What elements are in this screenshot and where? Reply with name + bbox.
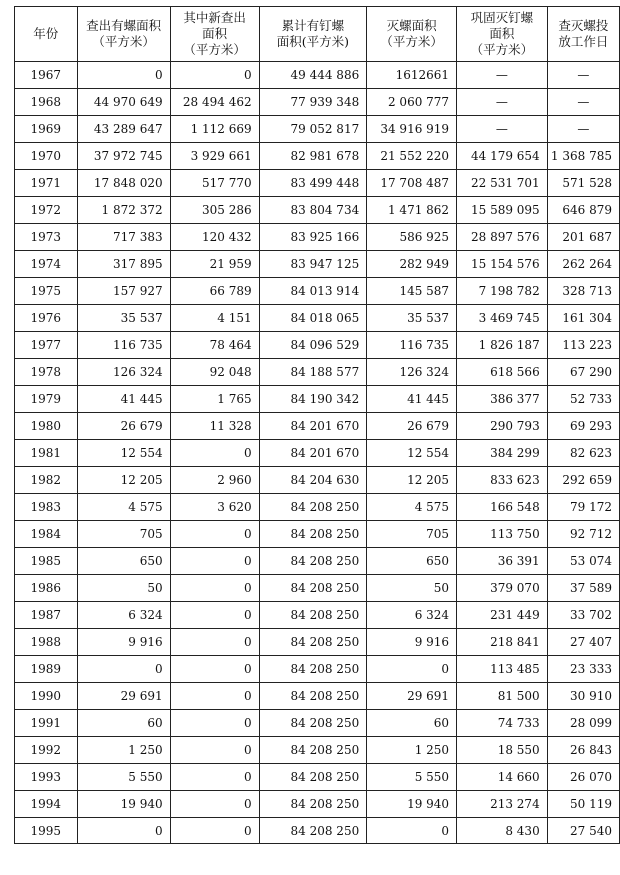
- cell-consolidated-area: 386 377: [457, 386, 548, 413]
- cell-cumulative-snail-area: 84 208 250: [259, 683, 367, 710]
- cell-snail-area-found: 1 250: [77, 737, 170, 764]
- cell-snail-killed-area: 50: [367, 575, 457, 602]
- table-row: [15, 386, 620, 413]
- cell-workdays: 92 712: [547, 521, 619, 548]
- cell-cumulative-snail-area: 84 208 250: [259, 791, 367, 818]
- cell-workdays: 28 099: [547, 710, 619, 737]
- table-row: [15, 197, 620, 224]
- cell-year: 1975: [15, 278, 78, 305]
- cell-workdays: 26 070: [547, 764, 619, 791]
- cell-cumulative-snail-area: 84 188 577: [259, 359, 367, 386]
- cell-workdays: 82 623: [547, 440, 619, 467]
- cell-snail-killed-area: 586 925: [367, 224, 457, 251]
- cell-cumulative-snail-area: 49 444 886: [259, 62, 367, 89]
- cell-year: 1986: [15, 575, 78, 602]
- header-workdays: [547, 7, 619, 62]
- cell-snail-area-found: 4 575: [77, 494, 170, 521]
- table-row: [15, 602, 620, 629]
- cell-year: 1991: [15, 710, 78, 737]
- table-row: [15, 440, 620, 467]
- cell-workdays: 37 589: [547, 575, 619, 602]
- cell-workdays: 1 368 785: [547, 143, 619, 170]
- cell-workdays: 27 407: [547, 629, 619, 656]
- cell-consolidated-area: 8 430: [457, 818, 548, 844]
- cell-consolidated-area: 618 566: [457, 359, 548, 386]
- cell-consolidated-area: —: [457, 89, 548, 116]
- cell-snail-area-found: 26 679: [77, 413, 170, 440]
- cell-snail-area-found: 126 324: [77, 359, 170, 386]
- cell-snail-area-found: 60: [77, 710, 170, 737]
- cell-new-area-found: 0: [170, 440, 259, 467]
- cell-year: 1979: [15, 386, 78, 413]
- table-row: [15, 683, 620, 710]
- cell-consolidated-area: 15 154 576: [457, 251, 548, 278]
- cell-consolidated-area: 44 179 654: [457, 143, 548, 170]
- cell-consolidated-area: 28 897 576: [457, 224, 548, 251]
- cell-year: 1995: [15, 818, 78, 844]
- cell-new-area-found: 0: [170, 737, 259, 764]
- cell-new-area-found: 0: [170, 656, 259, 683]
- cell-cumulative-snail-area: 84 208 250: [259, 629, 367, 656]
- cell-workdays: 52 733: [547, 386, 619, 413]
- cell-snail-killed-area: 12 205: [367, 467, 457, 494]
- cell-workdays: —: [547, 62, 619, 89]
- table-row: [15, 791, 620, 818]
- cell-consolidated-area: —: [457, 116, 548, 143]
- cell-consolidated-area: 833 623: [457, 467, 548, 494]
- table-row: [15, 332, 620, 359]
- cell-snail-area-found: 43 289 647: [77, 116, 170, 143]
- cell-year: 1983: [15, 494, 78, 521]
- cell-workdays: 292 659: [547, 467, 619, 494]
- cell-cumulative-snail-area: 84 201 670: [259, 440, 367, 467]
- cell-snail-killed-area: 1612661: [367, 62, 457, 89]
- header-text-line: 查灭螺投: [558, 18, 609, 33]
- table-row: [15, 62, 620, 89]
- cell-new-area-found: 0: [170, 62, 259, 89]
- cell-snail-killed-area: 0: [367, 818, 457, 844]
- cell-snail-area-found: 29 691: [77, 683, 170, 710]
- cell-new-area-found: 78 464: [170, 332, 259, 359]
- cell-workdays: 201 687: [547, 224, 619, 251]
- cell-cumulative-snail-area: 84 208 250: [259, 737, 367, 764]
- cell-year: 1976: [15, 305, 78, 332]
- table-row: [15, 737, 620, 764]
- header-text-line: 放工作日: [558, 34, 609, 49]
- cell-workdays: 26 843: [547, 737, 619, 764]
- cell-new-area-found: 0: [170, 629, 259, 656]
- table-row: [15, 575, 620, 602]
- cell-snail-killed-area: 4 575: [367, 494, 457, 521]
- header-text-line: 年份: [33, 26, 59, 41]
- cell-workdays: —: [547, 89, 619, 116]
- cell-cumulative-snail-area: 84 204 630: [259, 467, 367, 494]
- cell-consolidated-area: 81 500: [457, 683, 548, 710]
- cell-workdays: 113 223: [547, 332, 619, 359]
- cell-workdays: 33 702: [547, 602, 619, 629]
- cell-snail-killed-area: 19 940: [367, 791, 457, 818]
- cell-cumulative-snail-area: 84 201 670: [259, 413, 367, 440]
- cell-snail-killed-area: 29 691: [367, 683, 457, 710]
- cell-new-area-found: 0: [170, 818, 259, 844]
- header-text-line: 面积: [489, 26, 515, 41]
- cell-cumulative-snail-area: 84 208 250: [259, 548, 367, 575]
- table-row: [15, 359, 620, 386]
- cell-new-area-found: 66 789: [170, 278, 259, 305]
- table-row: [15, 710, 620, 737]
- header-text-line: 其中新查出: [183, 10, 246, 25]
- cell-snail-area-found: 1 872 372: [77, 197, 170, 224]
- table-body: [15, 62, 620, 844]
- table-row: [15, 413, 620, 440]
- header-text-line: （平方米）: [92, 34, 155, 49]
- cell-year: 1969: [15, 116, 78, 143]
- cell-workdays: 23 333: [547, 656, 619, 683]
- cell-cumulative-snail-area: 79 052 817: [259, 116, 367, 143]
- header-cumulative-snail-area: [259, 7, 367, 62]
- cell-workdays: 328 713: [547, 278, 619, 305]
- cell-snail-killed-area: 17 708 487: [367, 170, 457, 197]
- cell-workdays: 67 290: [547, 359, 619, 386]
- cell-snail-area-found: 12 554: [77, 440, 170, 467]
- cell-snail-area-found: 116 735: [77, 332, 170, 359]
- cell-year: 1972: [15, 197, 78, 224]
- cell-snail-area-found: 705: [77, 521, 170, 548]
- table-row: [15, 305, 620, 332]
- cell-new-area-found: 0: [170, 683, 259, 710]
- cell-consolidated-area: 231 449: [457, 602, 548, 629]
- cell-year: 1968: [15, 89, 78, 116]
- cell-year: 1989: [15, 656, 78, 683]
- cell-new-area-found: 3 929 661: [170, 143, 259, 170]
- cell-consolidated-area: 22 531 701: [457, 170, 548, 197]
- cell-snail-killed-area: 126 324: [367, 359, 457, 386]
- cell-cumulative-snail-area: 84 208 250: [259, 575, 367, 602]
- cell-new-area-found: 28 494 462: [170, 89, 259, 116]
- cell-year: 1985: [15, 548, 78, 575]
- cell-consolidated-area: 1 826 187: [457, 332, 548, 359]
- cell-consolidated-area: 7 198 782: [457, 278, 548, 305]
- cell-new-area-found: 517 770: [170, 170, 259, 197]
- cell-new-area-found: 0: [170, 575, 259, 602]
- table-row: [15, 116, 620, 143]
- cell-snail-area-found: 44 970 649: [77, 89, 170, 116]
- table-row: [15, 494, 620, 521]
- cell-workdays: —: [547, 116, 619, 143]
- cell-snail-killed-area: 60: [367, 710, 457, 737]
- table-row: [15, 278, 620, 305]
- header-consolidated-area: [457, 7, 548, 62]
- header-text-line: 累计有钉螺: [281, 18, 345, 33]
- cell-new-area-found: 0: [170, 710, 259, 737]
- cell-cumulative-snail-area: 83 947 125: [259, 251, 367, 278]
- cell-year: 1992: [15, 737, 78, 764]
- header-text-line: 灭螺面积: [386, 18, 437, 33]
- cell-consolidated-area: 14 660: [457, 764, 548, 791]
- header-text-line: （平方米）: [183, 42, 246, 57]
- cell-snail-killed-area: 650: [367, 548, 457, 575]
- cell-snail-killed-area: 26 679: [367, 413, 457, 440]
- cell-consolidated-area: —: [457, 62, 548, 89]
- cell-snail-area-found: 317 895: [77, 251, 170, 278]
- cell-snail-area-found: 35 537: [77, 305, 170, 332]
- header-text-line: 面积(平方米): [276, 34, 350, 49]
- header-text-line: 巩固灭钉螺: [470, 10, 534, 25]
- cell-snail-area-found: 9 916: [77, 629, 170, 656]
- cell-snail-area-found: 650: [77, 548, 170, 575]
- cell-consolidated-area: 290 793: [457, 413, 548, 440]
- cell-new-area-found: 3 620: [170, 494, 259, 521]
- cell-workdays: 27 540: [547, 818, 619, 844]
- cell-cumulative-snail-area: 84 208 250: [259, 764, 367, 791]
- cell-snail-killed-area: 21 552 220: [367, 143, 457, 170]
- snail-control-table: [14, 6, 620, 844]
- cell-workdays: 571 528: [547, 170, 619, 197]
- cell-snail-area-found: 50: [77, 575, 170, 602]
- cell-cumulative-snail-area: 84 208 250: [259, 521, 367, 548]
- cell-cumulative-snail-area: 84 208 250: [259, 602, 367, 629]
- header-text-line: （平方米）: [380, 34, 443, 49]
- cell-cumulative-snail-area: 83 499 448: [259, 170, 367, 197]
- cell-cumulative-snail-area: 84 190 342: [259, 386, 367, 413]
- cell-workdays: 53 074: [547, 548, 619, 575]
- table-row: [15, 656, 620, 683]
- cell-snail-killed-area: 35 537: [367, 305, 457, 332]
- cell-consolidated-area: 213 274: [457, 791, 548, 818]
- cell-cumulative-snail-area: 84 208 250: [259, 494, 367, 521]
- cell-cumulative-snail-area: 82 981 678: [259, 143, 367, 170]
- cell-new-area-found: 0: [170, 791, 259, 818]
- cell-snail-area-found: 19 940: [77, 791, 170, 818]
- cell-year: 1982: [15, 467, 78, 494]
- cell-snail-killed-area: 0: [367, 656, 457, 683]
- cell-workdays: 79 172: [547, 494, 619, 521]
- cell-year: 1974: [15, 251, 78, 278]
- cell-consolidated-area: 218 841: [457, 629, 548, 656]
- cell-snail-killed-area: 5 550: [367, 764, 457, 791]
- table-row: [15, 764, 620, 791]
- cell-consolidated-area: 15 589 095: [457, 197, 548, 224]
- cell-snail-killed-area: 12 554: [367, 440, 457, 467]
- cell-snail-area-found: 5 550: [77, 764, 170, 791]
- cell-new-area-found: 305 286: [170, 197, 259, 224]
- cell-snail-area-found: 12 205: [77, 467, 170, 494]
- cell-snail-killed-area: 705: [367, 521, 457, 548]
- cell-new-area-found: 11 328: [170, 413, 259, 440]
- cell-consolidated-area: 36 391: [457, 548, 548, 575]
- table-row: [15, 251, 620, 278]
- cell-new-area-found: 21 959: [170, 251, 259, 278]
- cell-new-area-found: 0: [170, 764, 259, 791]
- cell-year: 1978: [15, 359, 78, 386]
- cell-snail-area-found: 717 383: [77, 224, 170, 251]
- cell-year: 1967: [15, 62, 78, 89]
- cell-cumulative-snail-area: 84 208 250: [259, 710, 367, 737]
- cell-cumulative-snail-area: 84 208 250: [259, 818, 367, 844]
- cell-cumulative-snail-area: 84 208 250: [259, 656, 367, 683]
- cell-snail-killed-area: 34 916 919: [367, 116, 457, 143]
- header-text-line: 面积: [202, 26, 228, 41]
- table-row: [15, 224, 620, 251]
- cell-new-area-found: 0: [170, 548, 259, 575]
- cell-workdays: 646 879: [547, 197, 619, 224]
- cell-cumulative-snail-area: 84 096 529: [259, 332, 367, 359]
- table-row: [15, 548, 620, 575]
- cell-workdays: 262 264: [547, 251, 619, 278]
- header-text-line: 查出有螺面积: [86, 18, 162, 33]
- cell-new-area-found: 2 960: [170, 467, 259, 494]
- cell-cumulative-snail-area: 84 018 065: [259, 305, 367, 332]
- cell-cumulative-snail-area: 84 013 914: [259, 278, 367, 305]
- cell-consolidated-area: 113 750: [457, 521, 548, 548]
- header-snail-area-found: [77, 7, 170, 62]
- cell-workdays: 69 293: [547, 413, 619, 440]
- cell-workdays: 30 910: [547, 683, 619, 710]
- cell-workdays: 50 119: [547, 791, 619, 818]
- table-row: [15, 521, 620, 548]
- cell-snail-area-found: 0: [77, 818, 170, 844]
- cell-year: 1971: [15, 170, 78, 197]
- cell-snail-killed-area: 41 445: [367, 386, 457, 413]
- cell-snail-killed-area: 6 324: [367, 602, 457, 629]
- cell-year: 1987: [15, 602, 78, 629]
- cell-snail-area-found: 6 324: [77, 602, 170, 629]
- header-text-line: （平方米）: [470, 42, 534, 57]
- cell-year: 1973: [15, 224, 78, 251]
- cell-consolidated-area: 379 070: [457, 575, 548, 602]
- table-row: [15, 467, 620, 494]
- cell-snail-area-found: 157 927: [77, 278, 170, 305]
- cell-snail-area-found: 0: [77, 656, 170, 683]
- cell-consolidated-area: 3 469 745: [457, 305, 548, 332]
- cell-consolidated-area: 166 548: [457, 494, 548, 521]
- cell-new-area-found: 0: [170, 602, 259, 629]
- header-year: [15, 7, 78, 62]
- cell-consolidated-area: 113 485: [457, 656, 548, 683]
- table-row: [15, 89, 620, 116]
- cell-snail-killed-area: 2 060 777: [367, 89, 457, 116]
- cell-snail-killed-area: 1 250: [367, 737, 457, 764]
- cell-snail-killed-area: 9 916: [367, 629, 457, 656]
- cell-snail-area-found: 0: [77, 62, 170, 89]
- cell-year: 1994: [15, 791, 78, 818]
- cell-snail-killed-area: 282 949: [367, 251, 457, 278]
- cell-cumulative-snail-area: 83 804 734: [259, 197, 367, 224]
- cell-consolidated-area: 384 299: [457, 440, 548, 467]
- cell-snail-killed-area: 145 587: [367, 278, 457, 305]
- cell-new-area-found: 1 765: [170, 386, 259, 413]
- cell-new-area-found: 92 048: [170, 359, 259, 386]
- cell-new-area-found: 0: [170, 521, 259, 548]
- table-row: [15, 629, 620, 656]
- cell-new-area-found: 120 432: [170, 224, 259, 251]
- cell-new-area-found: 4 151: [170, 305, 259, 332]
- cell-workdays: 161 304: [547, 305, 619, 332]
- cell-cumulative-snail-area: 77 939 348: [259, 89, 367, 116]
- header-new-area-found: [170, 7, 259, 62]
- table-row: [15, 143, 620, 170]
- cell-snail-killed-area: 116 735: [367, 332, 457, 359]
- cell-year: 1984: [15, 521, 78, 548]
- cell-year: 1993: [15, 764, 78, 791]
- cell-snail-area-found: 41 445: [77, 386, 170, 413]
- header-snail-killed-area: [367, 7, 457, 62]
- cell-year: 1988: [15, 629, 78, 656]
- cell-cumulative-snail-area: 83 925 166: [259, 224, 367, 251]
- cell-snail-killed-area: 1 471 862: [367, 197, 457, 224]
- cell-consolidated-area: 74 733: [457, 710, 548, 737]
- cell-new-area-found: 1 112 669: [170, 116, 259, 143]
- cell-snail-area-found: 37 972 745: [77, 143, 170, 170]
- table-row: [15, 170, 620, 197]
- cell-year: 1977: [15, 332, 78, 359]
- table-row: [15, 818, 620, 844]
- cell-consolidated-area: 18 550: [457, 737, 548, 764]
- cell-year: 1990: [15, 683, 78, 710]
- cell-year: 1980: [15, 413, 78, 440]
- header-row: [15, 7, 620, 62]
- cell-year: 1970: [15, 143, 78, 170]
- cell-year: 1981: [15, 440, 78, 467]
- cell-snail-area-found: 17 848 020: [77, 170, 170, 197]
